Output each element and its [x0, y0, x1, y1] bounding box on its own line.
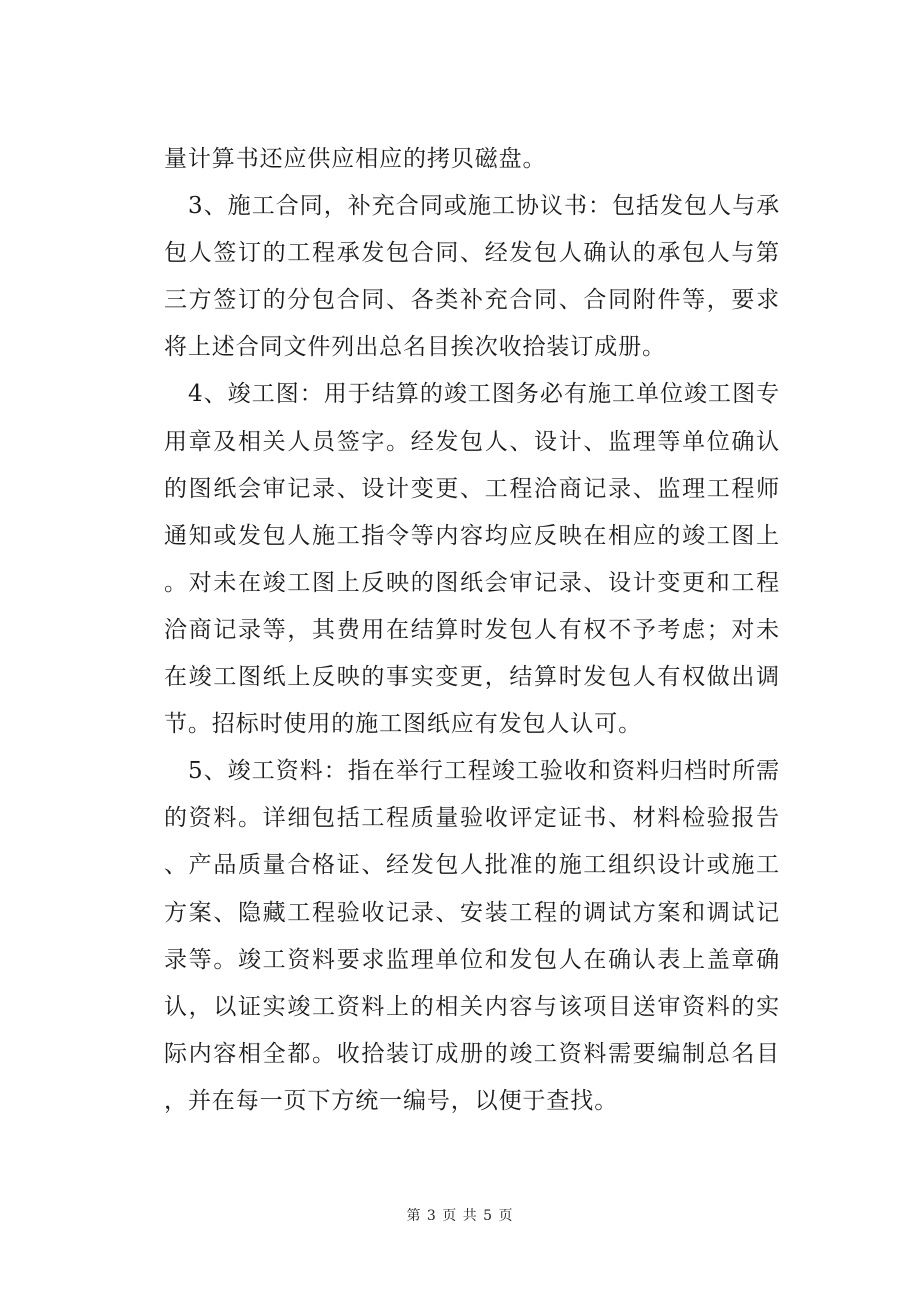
paragraph-continuation: 量计算书还应供应相应的拷贝磁盘。 [164, 146, 547, 172]
page-number-footer: 第 3 页 共 5 页 [406, 1208, 514, 1224]
paragraph-construction-contract: 3、施工合同，补充合同或施工协议书：包括发包人与承包人签订的工程承发包合同、经发包人确认的承包人与第三方签订的分包合同、各类补充合同、合同附件等，要求将上述合同文件列出总名目挨次收拾装订成册。 [164, 193, 780, 361]
paragraph-as-built-drawings: 4、竣工图：用于结算的竣工图务必有施工单位竣工图专用章及相关人员签字。经发包人、设计、监理等单位确认的图纸会审记录、设计变更、工程洽商记录、监理工程师通知或发包人施工指令等内容均应反映在相应的竣工图上。对未在竣工图上反映的图纸会审记录、设计变更和工程洽商记录等，其费用在结算时发包人有权不予考虑；对未在竣工图纸上反映的事实变更，结算时发包人有权做出调节。招标时使用的施工图纸应有发包人认可。 [164, 381, 780, 738]
paragraph-completion-documents: 5、竣工资料：指在举行工程竣工验收和资料归档时所需的资料。详细包括工程质量验收评定证书、材料检验报告、产品质量合格证、经发包人批准的施工组织设计或施工方案、隐藏工程验收记录、安装工程的调试方案和调试记录等。竣工资料要求监理单位和发包人在确认表上盖章确认，以证实竣工资料上的相关内容与该项目送审资料的实际内容相全都。收拾装订成册的竣工资料需要编制总名目，并在每一页下方统一编号，以便于查找。 [164, 758, 780, 1114]
document-body [164, 136, 780, 1125]
